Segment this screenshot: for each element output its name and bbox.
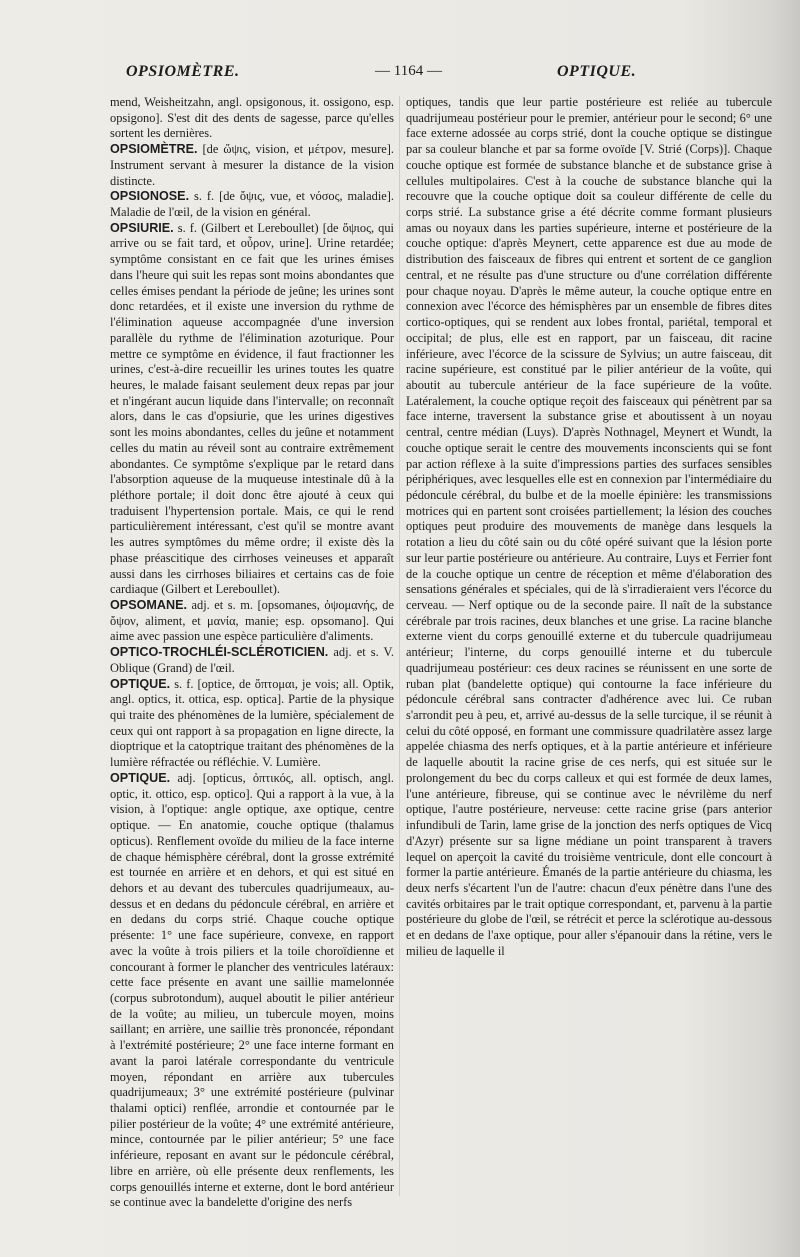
- entry-headword: OPTIQUE.: [110, 676, 171, 691]
- page-number: — 1164 —: [375, 63, 442, 79]
- entry-text: adj. et s. m. [opsomanes, ὀψομανής, de ὄψον, aliment, et μανία, manie; esp. opsomano]. Qui aime avec passion une espèce particulière d'aliments.: [110, 598, 394, 644]
- page-header: [0, 58, 800, 88]
- entry-text: s. f. [optice, de ὄπτομαι, je vois; all. Optik, angl. optics, it. ottica, esp. optica]. Partie de la physique qui traite des phénomènes de la lumière, spécialement de ceux qui ont rapport à sa propagation en ligne directe, la dioptrique et la catoptrique traitant des phénomènes de la lumière réfractée ou réfléchie. V. Lumière.: [110, 676, 394, 770]
- entry-headword: OPTIQUE.: [110, 770, 171, 785]
- column-divider: [399, 96, 400, 1196]
- entry-text: [de ὤψις, vision, et μέτρον, mesure]. Instrument servant à mesurer la distance de la vision distincte.: [110, 142, 394, 188]
- header-left-word: OPSIOMÈTRE.: [126, 63, 240, 80]
- entry-text: s. f. [de ὄψις, vue, et νόσος, maladie]. Maladie de l'œil, de la vision en général.: [110, 189, 394, 220]
- dictionary-entry: [110, 598, 394, 645]
- entry-text: mend, Weisheitzahn, angl. opsigonous, it. ossigono, esp. opsigono]. S'est dit des dents de sagesse, parce qu'elles sortent les dernières.: [110, 95, 394, 141]
- entry-headword: OPTICO-TROCHLÉI-SCLÉROTICIEN.: [110, 645, 329, 660]
- dictionary-entry: [110, 189, 394, 220]
- entry-text: optiques, tandis que leur partie postérieure est reliée au tubercule quadrijumeau postérieur pour le premier, antérieur pour le second; 6° une face externe adossée au corps strié, dont la couche optique se distingue par sa couleur blanche et par sa forme ovoïde [V. Strié (Corps)]. Chaque couche optique est formée de substance blanche et de substance grise à cellules multipolaires. C'est à la couche de substance blanche qui la recouvre que la couche optique doit sa couleur différente de celle du corps strié. La substance grise a été décrite comme formant plusieurs amas ou noyaux dans les parties supérieure, interne et postérieure de la couche optique: d'après Meynert, cette apparence est due au mode de distribution des faisceaux de fibres qui entrent et sortent de ce ganglion central, et ne résulte pas d'une structure ou d'une corrélation différente pour chaque noyau. D'après le même auteur, la couche optique entre en connexion avec l'écorce des hémisphères par un ensemble de fibres dites cortico-optiques, qui se rendent aux lobes frontal, pariétal, temporal et occipital; de plus, elle est en rapport, par un faisceau, dit racine inférieure, avec l'écorce de la scissure de Sylvius; un autre faisceau, dit racine supérieure, est constitué par le pilier antérieur de la voûte, qui aboutit au tubercule antérieur de la face supérieure de la voûte. Latéralement, la couche optique reçoit des faisceaux qui pénètrent par sa face interne, traversent la substance grise et aboutissent à un noyau central, centre médian (Luys). D'après Nothnagel, Meynert et Wundt, la couche optique serait le centre des mouvements inconscients qui se font par action réflexe à la suite d'impressions parties des surfaces sensibles périphériques, avec lesquelles elle est en connexion par l'intermédiaire du pédoncule cérébral, du bulbe et de la moelle épinière: les transmissions motrices qui en partent sont croisées partiellement; la lésion des couches optiques peut produire des mouvements de manège dans lesquels la rotation a lieu du côté sain ou du côté opéré suivant que la lésion porte sur leur partie postérieure ou antérieure. Au contraire, Luys et Ferrier font de la couche optique un centre de réception et même d'élaboration des sensations générales et spéciales, qui de là s'irradieraient vers l'écorce du cerveau. — Nerf optique ou de la seconde paire. Il naît de la substance cérébrale par trois racines, deux blanches et une grise. La racine blanche externe vient du corps genouillé externe et du tubercule quadrijumeau antérieur; l'interne, du corps genouillé interne et du tubercule quadrijumeau postérieur: ces deux racines se réunissent en une sorte de ruban plat (bandelette optique) qui contourne la face inférieure du pédoncule cérébral sans contracter d'adhérence avec lui. Ce ruban s'arrondit peu à peu, et, arrivé au-dessus de la selle turcique, il se réunit à celui du côté opposé, en formant une commissure quadrilatère assez large appelée chiasma des nerfs optiques, et à la partie antérieure et inférieure de laquelle aboutit la racine grise de ces nerfs, qui est située sur le prolongement du bec du corps calleux et qui est formée de deux lames, l'une antérieure, fibreuse, qui se continue avec le névrilème du nerf optique, l'autre postérieure, nerveuse: cette racine grise (pars anterior infundibuli de Tarin, lame grise de la jonction des nerfs optiques de Vicq d'Azyr) présente sur sa ligne médiane un point transparent à travers lequel on aperçoit la cavité du troisième ventricule, dont elle concourt à former la partie antérieure. Émanés de la partie antérieure du chiasma, les deux nerfs s'écartent l'un de l'autre: chacun d'eux pénètre dans l'une des cavités orbitaires par le trait optique correspondant, et, parvenu à la partie postérieure du globe de l'œil, se rétrécit et perce la sclérotique au-dessous et en dedans de l'axe optique, pour aller s'épanouir dans la rétine, vers le milieu de laquelle il: [406, 95, 772, 958]
- entry-headword: OPSIOMÈTRE.: [110, 142, 198, 157]
- entry-text: adj. et s. V. Oblique (Grand) de l'œil.: [110, 645, 394, 675]
- entry-text: adj. [opticus, ὀπτικός, all. optisch, angl. optic, it. ottico, esp. optico]. Qui a rapport à la vue, à la vision, à l'optique: angle optique, axe optique, centre optique. — En anatomie, couche optique (thalamus opticus). Renflement ovoïde du milieu de la face interne de chaque hémisphère cérébral, dont la grosse extrémité est tournée en arrière et en dehors, et qui est situé en dehors et au devant des tubercules quadrijumeaux, au-dessus et en dedans du pédoncule cérébral, en arrière et en dedans du corps strié. Chaque couche optique présente: 1° une face supérieure, convexe, en rapport avec la voûte à trois piliers et la toile choroïdienne et concourant à former le plancher des ventricules latéraux: cette face présente en avant une saillie mamelonnée (corpus subrotondum), auquel aboutit le pilier antérieur de la voûte; au milieu, un tubercule moyen, moins saillant; en arrière, une saillie très prononcée, répondant à l'extrémité postérieure; 2° une face interne formant en avant la paroi latérale correspondante du ventricule moyen, répondant en arrière aux tubercules quadrijumeaux; 3° une extrémité postérieure (pulvinar thalami optici) renflée, arrondie et contournée par le pilier postérieur de la voûte; 4° une extrémité antérieure, mince, contournée par le pilier antérieur; 5° une face inférieure, reposant en avant sur le pédoncule cérébral, libre en arrière, où elle présente deux renflements, les corps genouillés interne et externe, dont le bord antérieur se continue avec la bandelette d'origine des nerfs: [110, 770, 394, 1210]
- dictionary-entry: [110, 771, 394, 1211]
- dictionary-entry: [110, 645, 394, 676]
- dictionary-entry: [406, 95, 772, 960]
- dictionary-entry: [110, 95, 394, 142]
- dictionary-entry: [110, 221, 394, 598]
- entry-text: s. f. (Gilbert et Lereboullet) [de ὄψιος, qui arrive ou se fait tard, et οὖρον, urine]. Urine retardée; symptôme consistant en ce fait que les urines émises dans l'heure qui suit les repas sont moins abondantes que celles émises pendant la période de jeûne; les urines sont donc retardées, et il existe une inversion du rythme de l'élimination aqueuse accompagnée d'une inversion parallèle du rythme de l'élimination azoturique. Pour mettre ce symptôme en évidence, il faut fractionner les urines, c'est-à-dire recueillir les urines toutes les quatre heures, le malade faisant seulement deux repas par jour et n'ingérant aucun liquide dans l'intervalle; on reconnaît alors, dans le cas d'opsiurie, que les urines digestives sont les moins abondantes, celles du jeûne et notamment celles du matin au réveil sont au contraire extrêmement abondantes. Ce symptôme s'explique par le retard dans l'absorption aqueuse de la muqueuse intestinale dû à la pléthore portale; il doit donc être ajouté à ceux qui traduisent l'hypertension portale. Mais, ce qui le rend particulièrement intéressant, c'est qu'il se montre avant les autres symptômes du même ordre; il existe dès la phase préascitique des cirrhoses veineuses et apparaît aussi dans les cirrhoses biliaires et certains cas de foie cardiaque (Gilbert et Lereboullet).: [110, 220, 394, 597]
- entry-headword: OPSOMANE.: [110, 598, 187, 612]
- right-column: [406, 95, 772, 1240]
- entry-headword: OPSIONOSE.: [110, 189, 190, 204]
- dictionary-entry: [110, 142, 394, 189]
- entry-headword: OPSIURIE.: [110, 220, 174, 235]
- dictionary-entry: [110, 677, 394, 771]
- header-right-word: OPTIQUE.: [557, 63, 637, 80]
- left-column: [110, 95, 394, 1240]
